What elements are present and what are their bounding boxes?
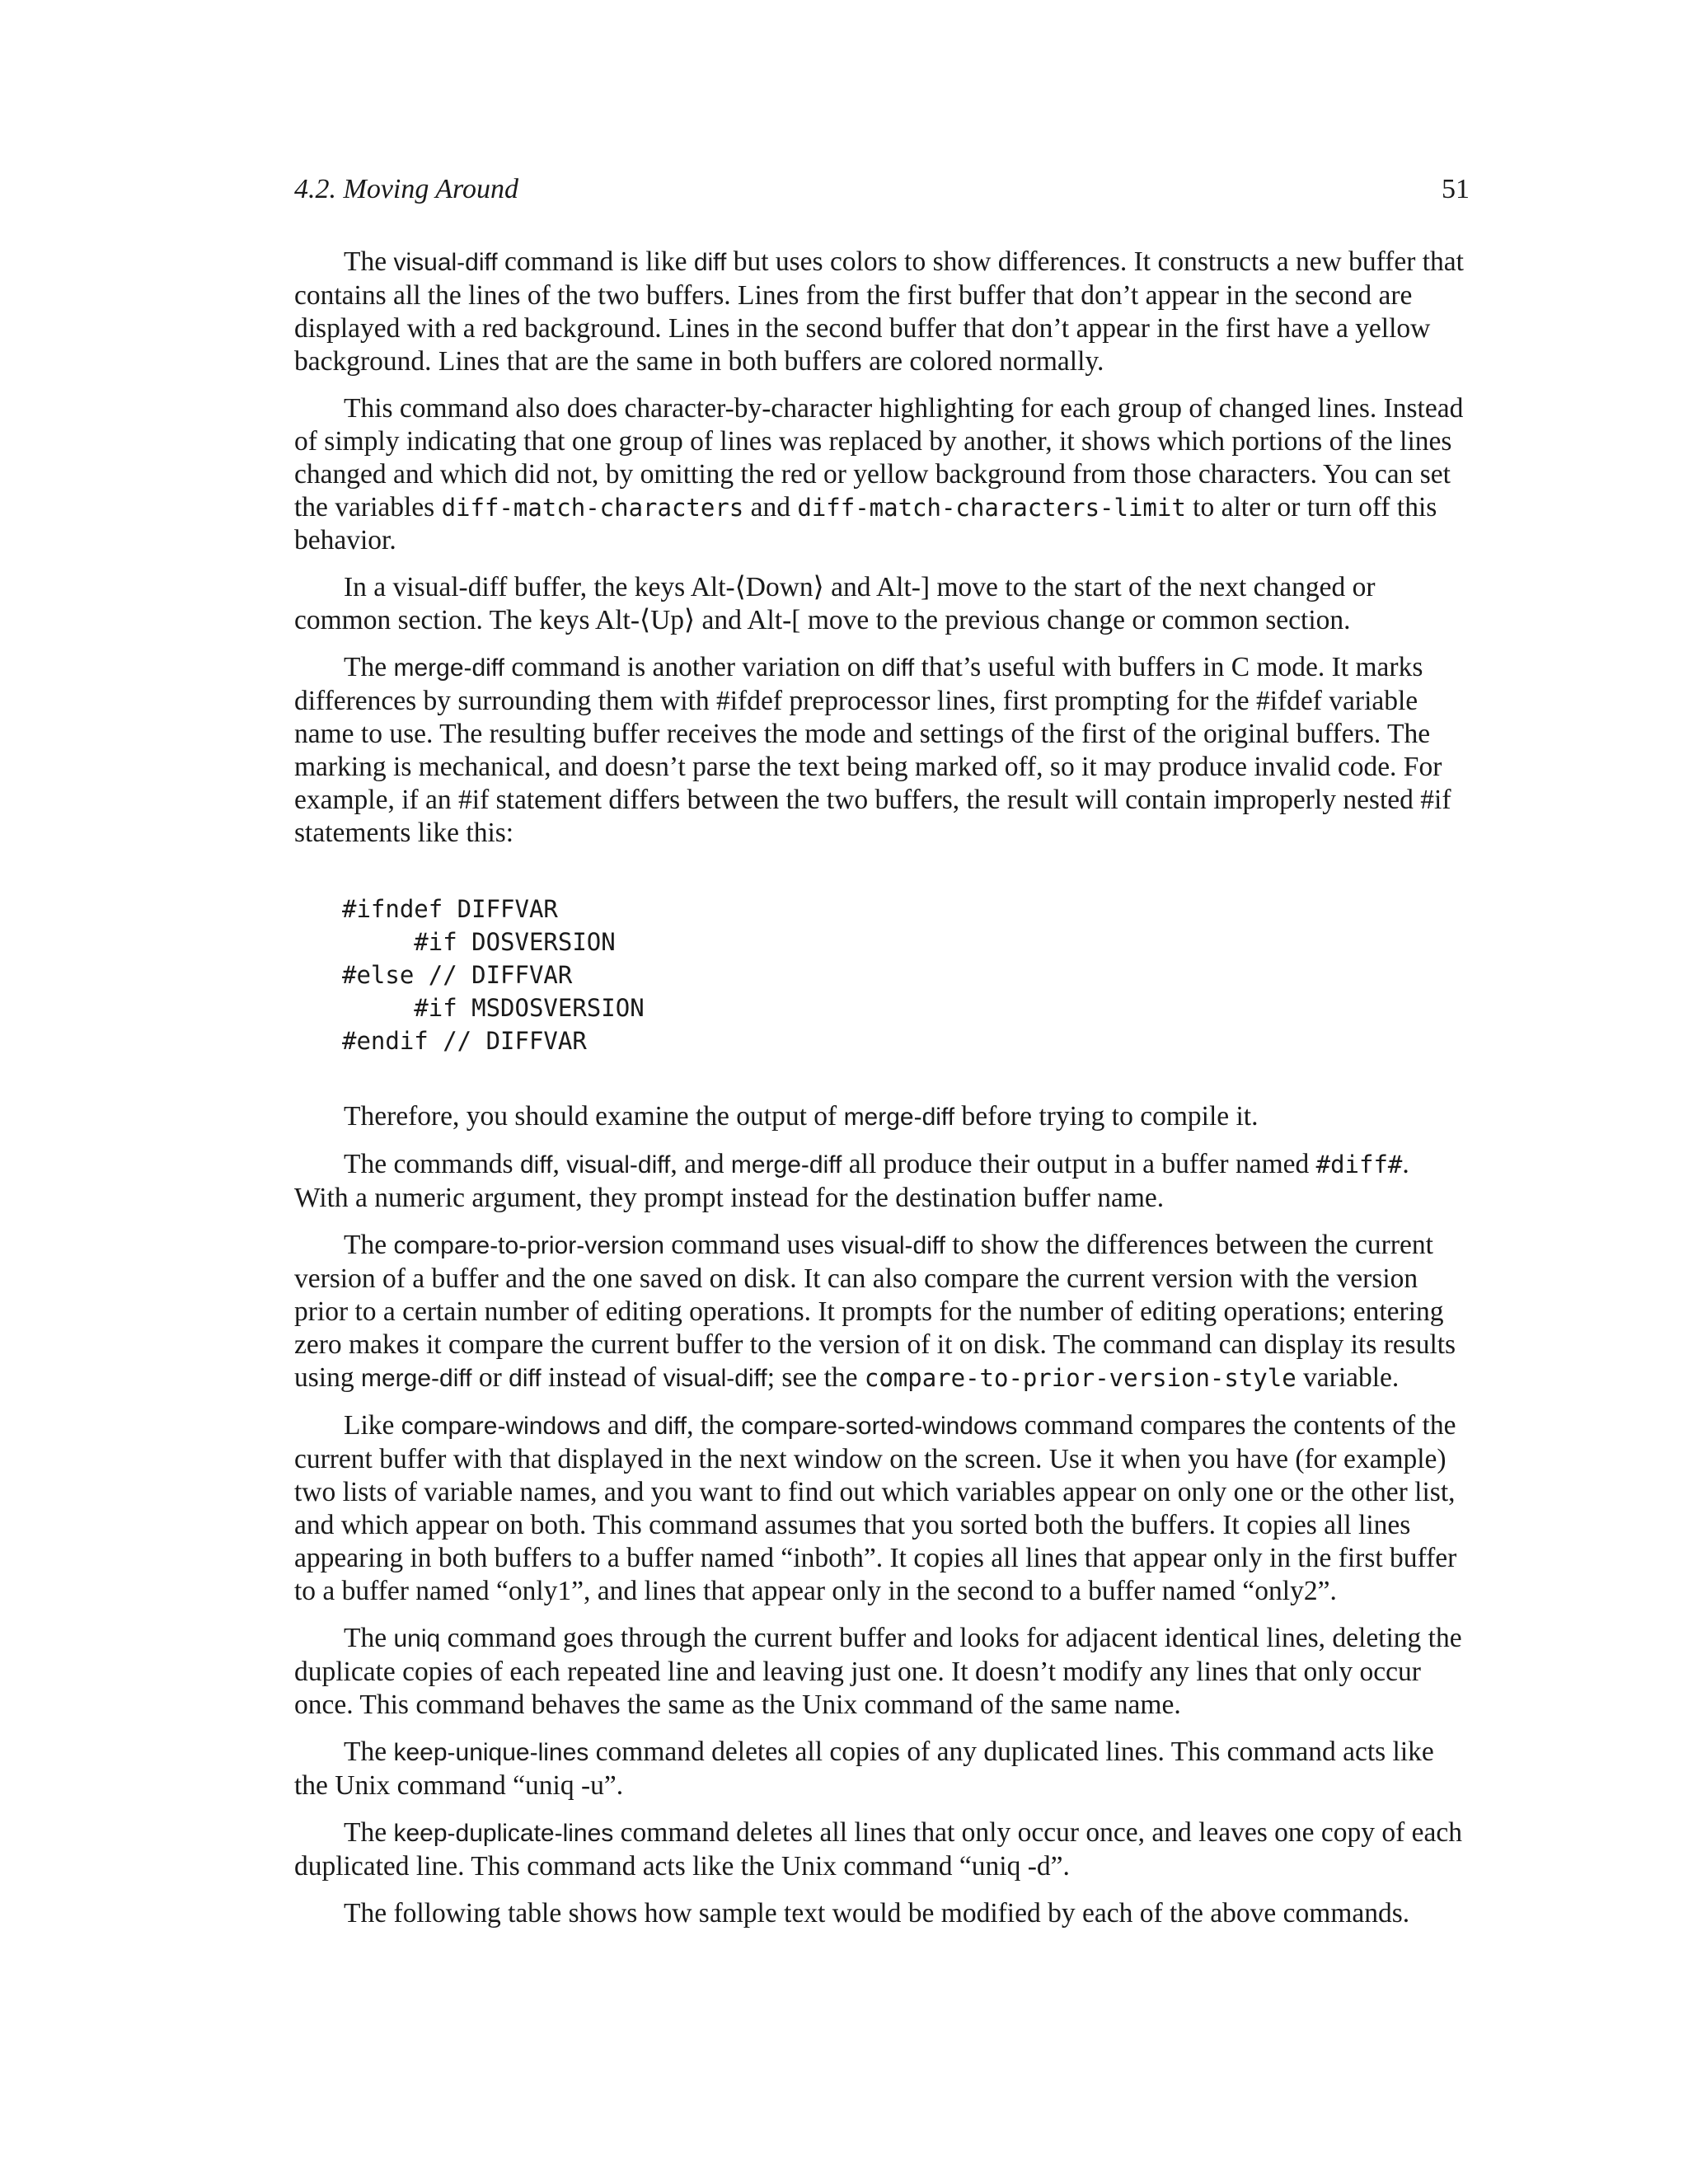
text-run: The	[344, 246, 394, 277]
text-run: This command also does character-by-character highlighting for each group of changed lines. Instead of simply indicating that one group of lines was replaced by another, it shows which portions of the lines changed and which did not, by omitting the red or yellow background from those characters. You can set the variables	[294, 393, 1464, 523]
command-name: uniq	[393, 1625, 441, 1652]
running-header	[294, 170, 1470, 209]
text-run: that’s useful with buffers in C mode. It marks differences by surrounding them with #ifdef preprocessor lines, first prompting for the #ifdef variable name to use. The resulting buffer receives the mode and settings of the first of the original buffers. The marking is mechanical, and doesn’t parse the text being marked off, so it may produce invalid code. For example, if an #if statement differs between the two buffers, the result will contain improperly nested #if statements like this:	[294, 652, 1451, 848]
text-run: The	[344, 1230, 394, 1260]
text-run: command uses	[663, 1230, 842, 1260]
text-run: Like	[344, 1410, 401, 1441]
text-run: ,	[552, 1149, 567, 1179]
text-run: or	[471, 1362, 509, 1393]
paragraph-compare-sorted	[294, 1409, 1470, 1608]
command-name: compare-to-prior-version	[393, 1232, 664, 1259]
command-name: visual-diff	[566, 1151, 671, 1179]
command-name: visual-diff	[393, 249, 498, 276]
command-name: merge-diff	[393, 654, 504, 682]
paragraph-compare-prior	[294, 1229, 1470, 1395]
text-run: The	[344, 652, 394, 682]
paragraph-output-buffer	[294, 1148, 1470, 1215]
text-run: command deletes all lines that only occur once, and leaves one copy of each duplicated line. This command acts like the Unix command “uniq -d”.	[294, 1817, 1463, 1882]
paragraph-keys: In a visual-diff buffer, the keys Alt-⟨Down⟩ and Alt-] move to the start of the next changed or common section. The keys Alt-⟨Up⟩ and Alt-[ move to the previous change or common section.	[294, 572, 1376, 635]
text-run: The commands	[344, 1149, 520, 1179]
command-name: visual-diff	[841, 1232, 945, 1259]
text-run: command deletes all copies of any duplicated lines. This command acts like the Unix command “uniq -u”.	[294, 1736, 1434, 1801]
paragraph-keep-duplicate	[294, 1816, 1470, 1883]
text-run: and	[600, 1410, 654, 1441]
command-name: visual-diff	[663, 1365, 767, 1392]
text-run: to alter or turn off this behavior.	[294, 492, 1437, 555]
code-line: #else // DIFFVAR	[342, 961, 573, 989]
paragraph-examine-output	[294, 1100, 1470, 1134]
text-run: before trying to compile it.	[954, 1101, 1259, 1132]
text-run: command is like	[497, 246, 694, 277]
text-run: and	[743, 492, 798, 523]
command-name: compare-windows	[401, 1413, 601, 1440]
command-name: diff	[881, 654, 915, 682]
text-run: . With a numeric argument, they prompt instead for the destination buffer name.	[294, 1149, 1409, 1213]
command-name: merge-diff	[360, 1365, 472, 1392]
paragraph-visual-diff	[294, 246, 1470, 378]
command-name: diff	[654, 1413, 687, 1440]
variable-name: diff-match-characters	[441, 494, 744, 522]
code-example	[294, 893, 1470, 1057]
command-name: diff	[693, 249, 727, 276]
text-run: The	[344, 1817, 394, 1848]
command-name: merge-diff	[843, 1104, 955, 1131]
body-text	[294, 246, 1470, 1944]
text-run: , and	[670, 1149, 731, 1179]
text-run: but uses colors to show differences. It constructs a new buffer that contains all the lines of the two buffers. Lines from the first buffer that don’t appear in the second are displayed with a red background. Lines in the second buffer that don’t appear in the first have a yellow background. Lines that are the same in both buffers are colored normally.	[294, 246, 1464, 377]
variable-name: #diff#	[1315, 1151, 1403, 1179]
text-run: The	[344, 1623, 394, 1653]
text-run: to show the differences between the current version of a buffer and the one saved on disk. It can also compare the current version with the version prior to a certain number of editing operations. It prompts for the number of editing operations; entering zero makes it compare the current buffer to the version of it on disk. The command can display its results using	[294, 1230, 1456, 1393]
text-run: Therefore, you should examine the output of	[344, 1101, 844, 1132]
text-run: all produce their output in a buffer named	[842, 1149, 1316, 1179]
section-title: 4.2. Moving Around	[294, 174, 518, 204]
code-line: #if DOSVERSION	[342, 928, 616, 956]
paragraph-char-highlighting	[294, 392, 1470, 557]
text-run: The	[344, 1736, 394, 1767]
command-name: keep-duplicate-lines	[393, 1820, 614, 1847]
variable-name: diff-match-characters-limit	[797, 494, 1186, 522]
text-run: command is another variation on	[504, 652, 882, 682]
paragraph-merge-diff	[294, 651, 1470, 850]
page-number: 51	[1442, 174, 1470, 204]
code-line: #if MSDOSVERSION	[342, 994, 645, 1022]
code-line: #ifndef DIFFVAR	[342, 895, 558, 923]
variable-name: compare-to-prior-version-style	[864, 1364, 1296, 1392]
paragraph-uniq	[294, 1622, 1470, 1722]
text-run: variable.	[1296, 1362, 1400, 1393]
code-line: #endif // DIFFVAR	[342, 1027, 587, 1055]
text-run: , the	[687, 1410, 742, 1441]
text-run: command compares the contents of the current buffer with that displayed in the next window on the screen. Use it when you have (for example) two lists of variable names, and you want to find out which variables appear on only one or the other list, and which appear on both. This command assumes that you sorted both the buffers. It copies all lines appearing in both buffers to a buffer named “inboth”. It copies all lines that appear only in the first buffer to a buffer named “only1”, and lines that appear only in the second to a buffer named “only2”.	[294, 1410, 1457, 1606]
text-run: instead of	[541, 1362, 663, 1393]
command-name: diff	[519, 1151, 553, 1179]
command-name: compare-sorted-windows	[741, 1413, 1018, 1440]
text-run: command goes through the current buffer and looks for adjacent identical lines, deleting the duplicate copies of each repeated line and leaving just one. It doesn’t modify any lines that only occur once. This command behaves the same as the Unix command of the same name.	[294, 1623, 1462, 1720]
paragraph-table-intro: The following table shows how sample text would be modified by each of the above commands.	[344, 1898, 1410, 1929]
paragraph-keep-unique	[294, 1736, 1470, 1802]
command-name: merge-diff	[730, 1151, 842, 1179]
text-run: ; see the	[767, 1362, 865, 1393]
command-name: diff	[509, 1365, 542, 1392]
command-name: keep-unique-lines	[393, 1739, 589, 1766]
